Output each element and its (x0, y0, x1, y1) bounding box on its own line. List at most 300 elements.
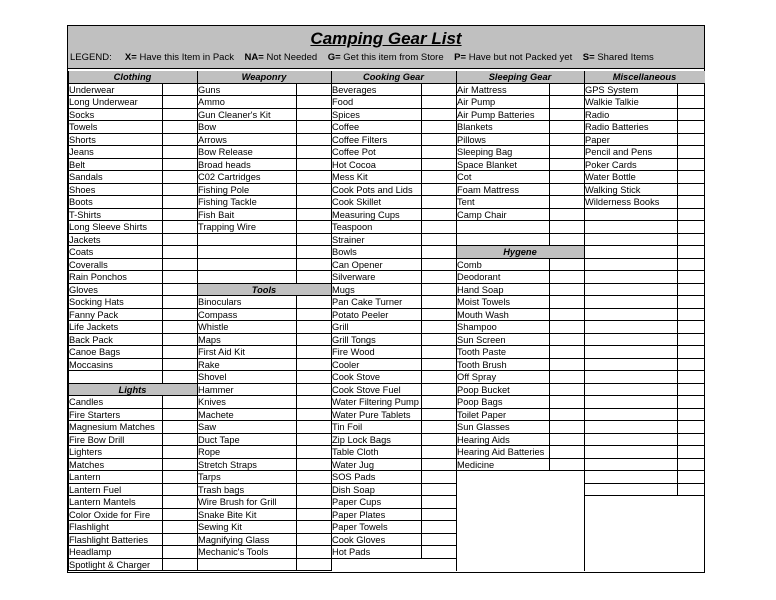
gear-item-label: Rake (198, 359, 220, 370)
gear-item-row[interactable] (197, 196, 331, 209)
gear-item-row[interactable] (197, 534, 331, 547)
gear-item-row[interactable] (331, 171, 456, 184)
gear-item-row[interactable] (68, 396, 197, 409)
status-check-cell[interactable] (677, 246, 705, 258)
gear-item-row[interactable] (68, 271, 197, 284)
gear-item-row[interactable] (68, 121, 197, 134)
status-check-cell[interactable] (677, 421, 705, 433)
gear-item-label: Paper Towels (332, 522, 388, 532)
gear-item-label: Water Pure Tablets (332, 409, 411, 420)
gear-item-row[interactable] (331, 196, 456, 209)
gear-item-label (585, 396, 677, 408)
gear-item-row[interactable] (331, 371, 456, 384)
gear-item-row[interactable] (456, 384, 584, 397)
gear-item-row[interactable] (584, 221, 705, 234)
status-check-cell[interactable] (677, 446, 705, 458)
gear-item-row[interactable] (197, 346, 331, 359)
gear-item-row[interactable] (68, 321, 197, 334)
gear-item-row[interactable] (68, 409, 197, 422)
gear-item-label: Air Mattress (457, 84, 507, 95)
gear-item-label: GPS System (585, 84, 639, 95)
gear-item-label: Mechanic's Tools (198, 547, 269, 557)
gear-item-row[interactable] (331, 521, 456, 534)
gear-item-label: Binoculars (198, 297, 242, 307)
gear-item-row[interactable] (197, 121, 331, 134)
status-check-cell[interactable] (677, 184, 705, 196)
gear-item-row[interactable] (197, 184, 331, 197)
column-divider (197, 71, 198, 571)
gear-item-row[interactable] (68, 559, 197, 572)
gear-item-row[interactable] (331, 234, 456, 247)
status-check-cell[interactable] (677, 334, 705, 346)
gear-item-row[interactable] (331, 296, 456, 309)
gear-item-row[interactable] (197, 334, 331, 347)
gear-item-row[interactable] (197, 434, 331, 447)
gear-item-label: Magnesium Matches (69, 422, 155, 432)
gear-item-row[interactable] (331, 334, 456, 347)
gear-item-label (585, 271, 677, 283)
gear-item-row[interactable] (456, 84, 584, 97)
gear-item-row[interactable] (68, 434, 197, 447)
status-check-cell[interactable] (677, 134, 705, 146)
gear-item-row[interactable] (456, 196, 584, 209)
gear-item-row[interactable] (68, 459, 197, 472)
gear-item-label: Hand Soap (457, 284, 504, 295)
category-label: Miscellaneous (612, 72, 677, 82)
gear-item-label: Cook Stove Fuel (332, 384, 401, 395)
gear-item-label: Cook Gloves (332, 534, 386, 545)
gear-item-row[interactable] (584, 384, 705, 397)
gear-item-label: Gloves (69, 284, 98, 295)
gear-item-row[interactable] (197, 459, 331, 472)
gear-item-label: C02 Cartridges (198, 172, 261, 182)
gear-item-row[interactable] (68, 221, 197, 234)
category-label: Weaponry (241, 72, 287, 82)
gear-item-row[interactable] (331, 159, 456, 172)
gear-item-label: Stretch Straps (198, 459, 257, 470)
gear-item-label: Water Bottle (585, 172, 636, 182)
gear-item-row[interactable] (456, 434, 584, 447)
gear-item-row[interactable] (584, 259, 705, 272)
gear-item-row[interactable] (68, 534, 197, 547)
gear-item-row[interactable] (197, 446, 331, 459)
gear-item-label: Tarps (198, 472, 221, 482)
gear-item-label (585, 421, 677, 433)
gear-item-row[interactable] (584, 84, 705, 97)
gear-item-row[interactable] (331, 496, 456, 509)
gear-item-label: Fanny Pack (69, 309, 119, 320)
gear-item-label (585, 371, 677, 383)
status-check-cell[interactable] (677, 259, 705, 271)
gear-item-label: Hearing Aids (457, 434, 510, 445)
category-header (584, 71, 705, 84)
gear-item-row[interactable] (584, 134, 705, 147)
category-label: Sleeping Gear (488, 72, 552, 82)
status-check-cell[interactable] (677, 209, 705, 221)
gear-item-row[interactable] (456, 209, 584, 222)
gear-item-row[interactable] (456, 271, 584, 284)
gear-item-row[interactable] (197, 371, 331, 384)
gear-item-row[interactable] (456, 234, 584, 247)
status-check-cell[interactable] (677, 484, 705, 496)
status-check-cell[interactable] (677, 96, 705, 108)
gear-item-row[interactable] (456, 371, 584, 384)
gear-item-row[interactable] (197, 109, 331, 122)
gear-item-row[interactable] (197, 421, 331, 434)
status-check-cell[interactable] (677, 359, 705, 371)
status-check-cell[interactable] (677, 196, 705, 208)
gear-item-label: Grill (332, 322, 349, 332)
gear-item-row[interactable] (197, 559, 331, 572)
gear-item-label (585, 446, 677, 458)
category-header (197, 71, 331, 84)
status-check-cell[interactable] (677, 84, 705, 96)
gear-item-row[interactable] (197, 259, 331, 272)
gear-item-row[interactable] (584, 171, 705, 184)
legend-text: Shared Items (597, 52, 654, 63)
gear-item-row[interactable] (331, 471, 456, 484)
status-check-cell[interactable] (677, 346, 705, 358)
gear-item-row[interactable] (584, 446, 705, 459)
status-check-cell[interactable] (677, 234, 705, 246)
gear-item-row[interactable] (456, 221, 584, 234)
page-title: Camping Gear List (310, 29, 462, 48)
gear-item-row[interactable] (331, 184, 456, 197)
gear-item-row[interactable] (68, 484, 197, 497)
gear-item-row[interactable] (331, 421, 456, 434)
gear-item-row[interactable] (197, 384, 331, 397)
gear-item-row[interactable] (456, 159, 584, 172)
gear-item-label: Poker Cards (585, 159, 637, 170)
gear-item-label (585, 296, 677, 308)
gear-item-row[interactable] (197, 296, 331, 309)
gear-item-row[interactable] (68, 146, 197, 159)
legend-code: G= (327, 52, 341, 63)
gear-item-row[interactable] (456, 321, 584, 334)
gear-item-row[interactable] (331, 246, 456, 259)
gear-item-label: Blankets (457, 122, 493, 132)
gear-item-row[interactable] (197, 84, 331, 97)
status-check-cell[interactable] (677, 121, 705, 133)
gear-item-row[interactable] (68, 109, 197, 122)
gear-item-row[interactable] (197, 271, 331, 284)
gear-item-row[interactable] (197, 409, 331, 422)
gear-item-row[interactable] (68, 134, 197, 147)
gear-item-row[interactable] (197, 209, 331, 222)
gear-item-label: Cook Pots and Lids (332, 184, 413, 195)
gear-item-label (585, 259, 677, 271)
gear-item-row[interactable] (331, 96, 456, 109)
gear-item-row[interactable] (331, 146, 456, 159)
gear-item-row[interactable] (68, 84, 197, 97)
gear-item-label (198, 234, 329, 246)
gear-item-row[interactable] (331, 109, 456, 122)
gear-item-row[interactable] (331, 484, 456, 497)
gear-item-label: Bow (198, 122, 217, 132)
gear-item-row[interactable] (584, 396, 705, 409)
gear-item-row[interactable] (331, 134, 456, 147)
gear-item-row[interactable] (68, 471, 197, 484)
gear-item-label: Long Sleeve Shirts (69, 222, 148, 232)
gear-item-row[interactable] (68, 359, 197, 372)
legend-prefix: LEGEND: (70, 52, 112, 63)
status-check-cell[interactable] (677, 321, 705, 333)
gear-item-row[interactable] (584, 484, 705, 497)
gear-item-label: Shoes (69, 184, 96, 195)
gear-item-row[interactable] (331, 321, 456, 334)
gear-item-row[interactable] (68, 521, 197, 534)
gear-item-row[interactable] (68, 346, 197, 359)
gear-item-row[interactable] (68, 296, 197, 309)
gear-item-row[interactable] (197, 221, 331, 234)
gear-item-row[interactable] (68, 96, 197, 109)
legend-code: P= (454, 52, 467, 63)
gear-item-row[interactable] (68, 246, 197, 259)
gear-item-row[interactable] (68, 334, 197, 347)
gear-item-label: Space Blanket (457, 159, 517, 170)
gear-item-row[interactable] (584, 371, 705, 384)
gear-item-row[interactable] (68, 196, 197, 209)
gear-item-label: Moist Towels (457, 297, 511, 307)
gear-item-row[interactable] (331, 221, 456, 234)
gear-item-row[interactable] (456, 359, 584, 372)
gear-item-row[interactable] (584, 209, 705, 222)
gear-item-row[interactable] (331, 546, 456, 559)
category-label: Tools (251, 284, 277, 295)
gear-item-label: Sandals (69, 172, 103, 182)
gear-item-row[interactable] (331, 284, 456, 297)
gear-item-row[interactable] (584, 184, 705, 197)
gear-item-label (457, 221, 582, 233)
gear-item-row[interactable] (331, 346, 456, 359)
gear-item-row[interactable] (456, 171, 584, 184)
gear-item-row[interactable] (456, 296, 584, 309)
gear-item-label: Paper (585, 134, 610, 145)
gear-item-row[interactable] (197, 509, 331, 522)
gear-item-label: Coffee Filters (332, 134, 388, 145)
legend-text: Have but not Packed yet (468, 52, 573, 63)
gear-item-label: Boots (69, 197, 93, 207)
gear-item-label: Color Oxide for Fire (69, 509, 151, 520)
gear-item-label: Tin Foil (332, 422, 363, 432)
category-header (456, 71, 584, 84)
gear-item-row[interactable] (456, 146, 584, 159)
gear-item-row[interactable] (331, 409, 456, 422)
gear-item-label: Cook Stove (332, 372, 381, 382)
gear-item-row[interactable] (197, 159, 331, 172)
category-label: Lights (118, 384, 147, 395)
gear-item-row[interactable] (456, 96, 584, 109)
gear-item-label: Knives (198, 397, 226, 407)
status-check-cell[interactable] (677, 171, 705, 183)
gear-item-row[interactable] (584, 234, 705, 247)
status-check-cell[interactable] (677, 384, 705, 396)
gear-item-row[interactable] (68, 371, 197, 384)
column-divider (584, 71, 585, 571)
gear-item-row[interactable] (584, 96, 705, 109)
gear-item-row[interactable] (584, 196, 705, 209)
gear-item-label: Lantern Mantels (69, 497, 136, 507)
gear-item-row[interactable] (584, 359, 705, 372)
gear-item-row[interactable] (197, 96, 331, 109)
gear-item-row[interactable] (197, 521, 331, 534)
gear-item-row[interactable] (584, 146, 705, 159)
status-check-cell[interactable] (677, 409, 705, 421)
gear-item-row[interactable] (197, 134, 331, 147)
gear-item-row[interactable] (331, 209, 456, 222)
gear-item-row[interactable] (331, 271, 456, 284)
gear-item-row[interactable] (331, 434, 456, 447)
gear-item-row[interactable] (456, 309, 584, 322)
gear-item-row[interactable] (456, 396, 584, 409)
status-check-cell[interactable] (677, 146, 705, 158)
gear-item-label: Paper Cups (332, 497, 382, 507)
gear-item-label (585, 434, 677, 446)
status-check-cell[interactable] (677, 221, 705, 233)
gear-item-row[interactable] (584, 471, 705, 484)
gear-item-row[interactable] (197, 246, 331, 259)
gear-item-row[interactable] (456, 459, 584, 472)
gear-item-label: Coffee (332, 122, 360, 132)
gear-item-label (585, 246, 677, 258)
gear-item-row[interactable] (197, 321, 331, 334)
gear-item-row[interactable] (68, 234, 197, 247)
gear-item-label (585, 346, 677, 358)
gear-item-label (585, 484, 677, 496)
gear-item-row[interactable] (197, 309, 331, 322)
gear-item-row[interactable] (331, 384, 456, 397)
gear-item-row[interactable] (331, 534, 456, 547)
gear-item-row[interactable] (584, 434, 705, 447)
gear-item-label (585, 309, 677, 321)
gear-item-row[interactable] (197, 234, 331, 247)
gear-item-label: Deodorant (457, 272, 501, 282)
gear-item-row[interactable] (68, 284, 197, 297)
gear-item-row[interactable] (331, 121, 456, 134)
gear-item-row[interactable] (584, 309, 705, 322)
gear-item-row[interactable] (456, 284, 584, 297)
status-check-cell[interactable] (677, 396, 705, 408)
gear-item-row[interactable] (584, 459, 705, 472)
gear-item-label (198, 246, 329, 258)
gear-item-row[interactable] (197, 146, 331, 159)
gear-item-row[interactable] (68, 184, 197, 197)
status-check-cell[interactable] (677, 271, 705, 283)
gear-item-row[interactable] (68, 509, 197, 522)
category-label: Clothing (113, 72, 152, 82)
gear-item-row[interactable] (584, 246, 705, 259)
gear-item-row[interactable] (584, 409, 705, 422)
gear-item-row[interactable] (584, 296, 705, 309)
gear-item-row[interactable] (331, 359, 456, 372)
gear-item-row[interactable] (456, 421, 584, 434)
gear-item-row[interactable] (584, 284, 705, 297)
gear-item-row[interactable] (197, 484, 331, 497)
gear-item-row[interactable] (456, 334, 584, 347)
gear-item-row[interactable] (456, 134, 584, 147)
gear-item-label: Gun Cleaner's Kit (198, 109, 271, 120)
gear-item-label: Radio Batteries (585, 122, 649, 132)
gear-item-label: Radio (585, 109, 610, 120)
gear-item-label (585, 234, 677, 246)
gear-item-row[interactable] (68, 259, 197, 272)
gear-item-row[interactable] (331, 396, 456, 409)
gear-item-row[interactable] (584, 121, 705, 134)
gear-list-sheet (67, 25, 705, 573)
status-check-cell[interactable] (677, 284, 705, 296)
gear-item-row[interactable] (456, 346, 584, 359)
gear-item-row[interactable] (456, 259, 584, 272)
gear-item-label: Shovel (198, 372, 227, 382)
gear-item-row[interactable] (68, 309, 197, 322)
gear-item-row[interactable] (68, 171, 197, 184)
gear-item-row[interactable] (584, 421, 705, 434)
gear-item-row[interactable] (197, 359, 331, 372)
gear-item-row[interactable] (197, 396, 331, 409)
gear-item-row[interactable] (68, 496, 197, 509)
gear-item-row[interactable] (68, 159, 197, 172)
gear-item-label (585, 459, 677, 471)
gear-item-row[interactable] (331, 459, 456, 472)
gear-item-row[interactable] (331, 309, 456, 322)
status-check-cell[interactable] (677, 296, 705, 308)
gear-item-label: Fire Bow Drill (69, 434, 125, 445)
status-check-cell[interactable] (677, 371, 705, 383)
gear-item-row[interactable] (456, 184, 584, 197)
status-check-cell[interactable] (677, 109, 705, 121)
gear-item-row[interactable] (331, 509, 456, 522)
gear-item-row[interactable] (331, 446, 456, 459)
status-check-cell[interactable] (677, 459, 705, 471)
gear-item-row[interactable] (197, 546, 331, 559)
gear-item-row[interactable] (331, 84, 456, 97)
gear-item-row[interactable] (331, 259, 456, 272)
gear-item-row[interactable] (197, 471, 331, 484)
gear-item-row[interactable] (584, 321, 705, 334)
gear-item-row[interactable] (68, 446, 197, 459)
gear-item-row[interactable] (584, 334, 705, 347)
gear-item-label: Off Spray (457, 372, 497, 382)
gear-item-label: Hot Cocoa (332, 159, 376, 170)
gear-item-label: Lantern (69, 472, 101, 482)
gear-item-row[interactable] (584, 346, 705, 359)
gear-item-row[interactable] (68, 546, 197, 559)
status-check-cell[interactable] (677, 471, 705, 483)
gear-item-row[interactable] (584, 271, 705, 284)
gear-item-row[interactable] (456, 446, 584, 459)
gear-item-row[interactable] (456, 109, 584, 122)
gear-item-label (585, 409, 677, 421)
gear-item-label: Bowls (332, 247, 357, 257)
gear-item-label: Pillows (457, 134, 486, 145)
gear-item-row[interactable] (197, 171, 331, 184)
gear-item-label: Spices (332, 109, 360, 120)
legend-text: Not Needed (266, 52, 318, 63)
status-check-cell[interactable] (677, 159, 705, 171)
gear-item-row[interactable] (584, 109, 705, 122)
gear-item-label: Camp Chair (457, 209, 507, 220)
gear-item-row[interactable] (456, 409, 584, 422)
gear-item-row[interactable] (68, 209, 197, 222)
gear-item-row[interactable] (584, 159, 705, 172)
gear-item-label: Fishing Tackle (198, 197, 257, 207)
gear-item-row[interactable] (68, 421, 197, 434)
status-check-cell[interactable] (677, 434, 705, 446)
gear-item-label: Saw (198, 422, 217, 432)
gear-item-row[interactable] (456, 121, 584, 134)
gear-item-row[interactable] (197, 496, 331, 509)
status-check-cell[interactable] (677, 309, 705, 321)
